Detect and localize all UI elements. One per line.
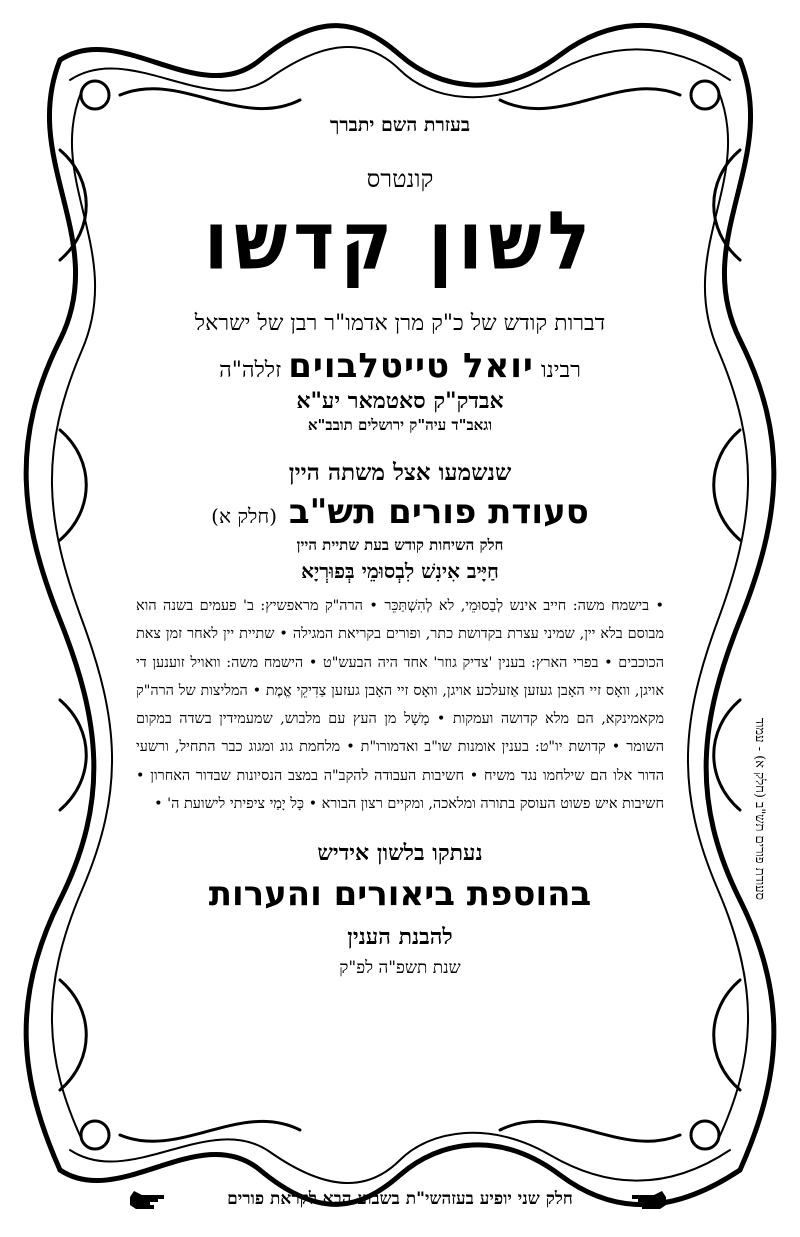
- pointing-hand-right-icon: [630, 1189, 668, 1211]
- rebbe-name-line: [130, 346, 670, 386]
- rebbe-name: יואל טייטלבוים: [288, 346, 534, 386]
- rebbe-suffix: זללה"ה: [219, 358, 282, 383]
- rebbe-title-line: אבדק"ק סאטמאר יע"א: [296, 388, 504, 414]
- title-page-content: [130, 108, 670, 978]
- event-title: [130, 492, 670, 532]
- section-quote: חַיָּיב אִינִשׁ לִבְסוּמֵי בְּפוּרְיָא: [301, 559, 499, 583]
- additions-heading: בהוספת ביאורים והערות: [208, 874, 592, 915]
- part-label: (חלק א): [211, 504, 278, 528]
- rebbe-prefix: רבינו: [540, 358, 581, 383]
- topics-paragraph: • בישמח משה: חייב אינש לְבַסוּמֵי, לא לְהִשְׁתַּכֵּר • הרה"ק מראפשיץ: ב' פעמים בשנה הוא מבוסם בלא יין, שמיני עצרת בקדושת כתר, ופורים בקריאת המגילה • שתיית יין לאחר זמן צאת הכוכבים • בפרי הארץ: בענין 'צדיק גוזר' אחד היה הבעש"ט • הישמח משה: וואויל זוענען די אויגן, וואָס זיי האָבן געזען אַזעלכע אויגן, וואָס זיי האָבן געזען צַדִיקֵי אֱמֶת • המליצות של הרה"ק מקאמינקא, הם מלא קדושה ועמקות • מָשָׁל מן העץ עם מלבוש, שמעמידין בשדה במקום השומר • קדושת יו"ט: בענין אומנות שו"ב ואדמורו"ת • מלחמת גוג ומגוג כבר התחיל, ורשעי הדור אלו הם שילחמו נגד משיח • חשיבות העבודה להקב"ה במצב הנסיונות שבדור האחרון • חשיבות איש פשוט העוסק בתורה ומלאכה, ומקיים רצון הבורא • כָּל יָמַי ציפיתי לישועת ה' •: [136, 598, 664, 813]
- purpose-line: להבנת הענין: [347, 924, 453, 951]
- translation-note: נעתקו בלשון אידיש: [317, 840, 483, 867]
- opening-blessing: בעזרת השם יתברך: [330, 114, 470, 136]
- side-page-label: סעודת פורים תש"ב (חלק א) - עמוד: [752, 717, 767, 900]
- year-line: שנת תשפ"ה לפ"ק: [339, 958, 461, 979]
- occasion-line: שנשמעו אצל משתה היין: [288, 459, 512, 486]
- main-title: לשון קדשו: [204, 193, 596, 289]
- section-caption: חלק השיחות קודש בעת שתיית היין: [296, 536, 504, 554]
- subtitle-line: דברות קודש של כ"ק מרן אדמו"ר רבן של ישראל: [194, 311, 606, 336]
- rebbe-title-line-2: וגאב"ד עיה"ק ירושלים תובב"א: [307, 416, 493, 434]
- event-name: סעודת פורים תש"ב: [288, 492, 589, 532]
- footer-announcement: חלק שני יופיע בעזהשי"ת בשבוע הבא לקראת פורים: [227, 1189, 573, 1209]
- kuntres-label: קונטרס: [366, 165, 434, 193]
